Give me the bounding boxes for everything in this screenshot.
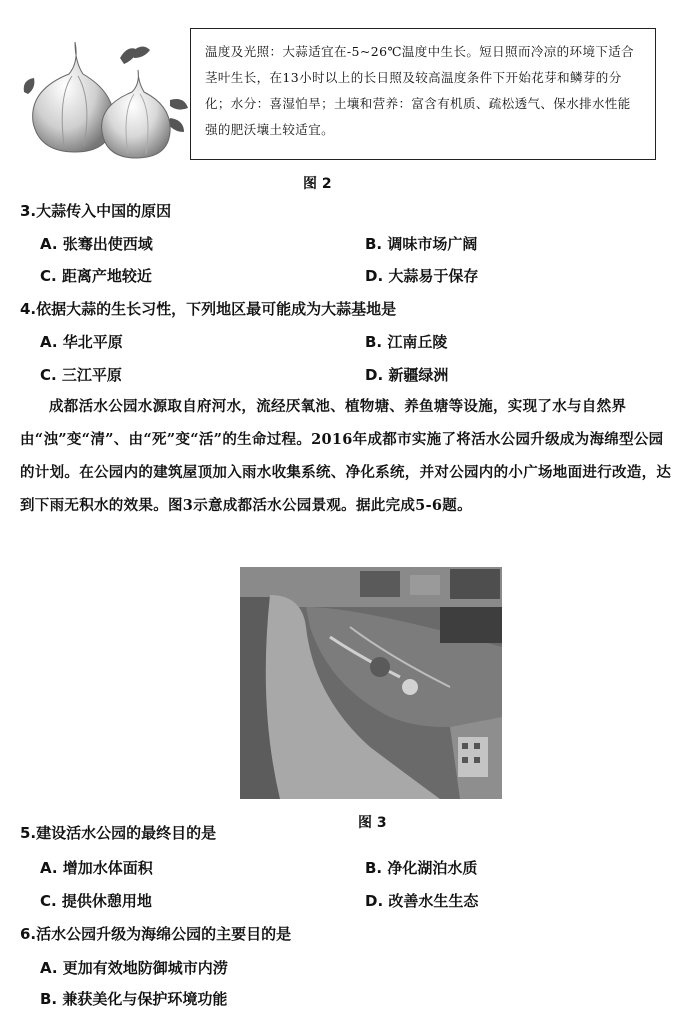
q4-option-b: B. 江南丘陵 — [365, 333, 448, 351]
q3-option-a: A. 张骞出使西域 — [40, 235, 153, 253]
figure2-caption: 图 2 — [303, 176, 332, 192]
q6-option-b: B. 兼获美化与保护环境功能 — [40, 990, 228, 1008]
passage-text: 成都活水公园水源取自府河水，流经厌氧池、植物塘、养鱼塘等设施，实现了水与自然界由“浊”变“清”、由“死”变“活”的生命过程。2016年成都市实施了将活水公园升级成为海绵型公园的计划。在公园内的建筑屋顶加入雨水收集系统、净化系统，并对公园内的小广场地面进行改造，达到下雨无积水的效果。图3示意成都活水公园景观。据此完成5-6题。 — [20, 398, 672, 514]
question-4-stem: 4.依据大蒜的生长习性，下列地区最可能成为大蒜基地是 — [20, 300, 397, 318]
q3-option-c: C. 距离产地较近 — [40, 267, 152, 285]
q5-option-a: A. 增加水体面积 — [40, 859, 153, 877]
q5-option-c: C. 提供休憩用地 — [40, 892, 152, 910]
reading-passage — [20, 390, 672, 522]
q4-option-d: D. 新疆绿洲 — [365, 366, 449, 384]
q6-option-a: A. 更加有效地防御城市内涝 — [40, 959, 228, 977]
q5-option-b: B. 净化湖泊水质 — [365, 859, 478, 877]
figure3-caption: 图 3 — [358, 815, 387, 831]
question-6-stem: 6.活水公园升级为海绵公园的主要目的是 — [20, 925, 292, 943]
q3-option-b: B. 调味市场广阔 — [365, 235, 478, 253]
question-5-stem: 5.建设活水公园的最终目的是 — [20, 824, 217, 842]
q4-option-a: A. 华北平原 — [40, 333, 123, 351]
question-3-stem: 3.大蒜传入中国的原因 — [20, 202, 172, 220]
q3-option-d: D. 大蒜易于保存 — [365, 267, 479, 285]
park-aerial-photo — [240, 567, 502, 799]
garlic-illustration — [20, 30, 192, 160]
info-text: 温度及光照：大蒜适宜在-5~26℃温度中生长。短日照而冷凉的环境下适合茎叶生长，在13小时以上的长日照及较高温度条件下开始花芽和鳞芽的分化；水分：喜湿怕旱；土壤和营养：富含有机质、疏松透气、保水排水性能强的肥沃壤土较适宜。 — [205, 44, 635, 137]
q4-option-c: C. 三江平原 — [40, 366, 122, 384]
q5-option-d: D. 改善水生生态 — [365, 892, 479, 910]
garlic-growth-info-box — [190, 28, 656, 160]
